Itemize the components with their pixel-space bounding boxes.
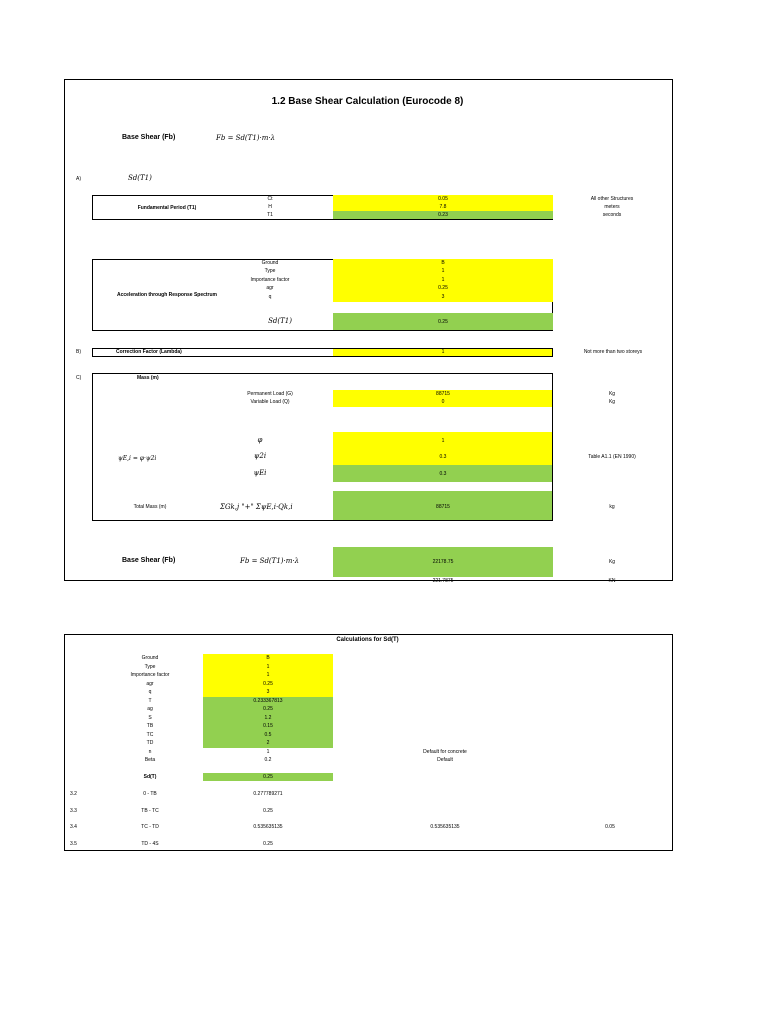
variable-label: Variable Load (Q) xyxy=(250,399,290,405)
sd-param-name: Importance factor xyxy=(130,672,170,678)
psi2-note: Table A1.1 (EN 1990) xyxy=(588,454,636,460)
sd-param-name: Ground xyxy=(141,655,159,661)
sd-param-name: Beta xyxy=(144,757,156,763)
t1-note: seconds xyxy=(602,212,622,218)
sd-param-value: 0.2 xyxy=(264,757,272,763)
clause-number: 3.3 xyxy=(70,808,77,814)
sheet-title: 1.2 Base Shear Calculation (Eurocode 8) xyxy=(271,96,464,107)
sd-param-value: 1 xyxy=(266,672,270,678)
fundamental-period-label: Fundamental Period (T1) xyxy=(137,205,197,211)
sd-param-name: S xyxy=(148,714,152,721)
sd-param-name: T xyxy=(148,697,152,704)
clause-range: 0 - TB xyxy=(143,791,157,797)
sd-param-value: 0.15 xyxy=(263,723,273,729)
psi2-value: 0.3 xyxy=(439,454,447,460)
sd-param-name: n xyxy=(148,748,152,755)
ground-name: Ground xyxy=(261,260,279,266)
sd-t1-value: 0.25 xyxy=(438,319,448,325)
sd-calc-title: Calculations for Sd(T) xyxy=(336,637,399,643)
result-formula: Fb = Sd(T1)·m·λ xyxy=(240,557,300,565)
permanent-value: 88715 xyxy=(436,391,450,397)
h-name: H xyxy=(268,204,272,210)
base-shear-formula: Fb = Sd(T1)·m·λ xyxy=(216,134,276,142)
sd-param-name: TC xyxy=(146,731,154,738)
part-b-label: B) xyxy=(76,349,81,355)
total-mass-unit: kg xyxy=(609,504,615,510)
psi-formula: ψE,i = φ·ψ2i xyxy=(118,455,157,462)
variable-value: 0 xyxy=(441,399,445,405)
q-name: q xyxy=(268,294,272,300)
clause-range: TB - TC xyxy=(141,808,159,814)
sd-param-name: TB xyxy=(146,723,154,729)
permanent-unit: Kg xyxy=(608,391,616,397)
h-value: 7.8 xyxy=(439,204,447,210)
ct-value: 0.05 xyxy=(438,196,448,202)
sd-symbol: Sd(T1) xyxy=(128,174,152,182)
sd-param-value: 2 xyxy=(266,740,270,746)
sd-param-value: 0.25 xyxy=(263,680,273,687)
clause-value: 0.277789271 xyxy=(253,791,283,797)
sd-param-value: 0.5 xyxy=(264,731,272,738)
correction-note: Not more than two storeys xyxy=(583,349,643,355)
clause-number: 3.4 xyxy=(70,824,77,830)
sd-param-value: B xyxy=(266,655,270,661)
phi-symbol: φ xyxy=(257,436,263,444)
mass-label: Mass (m) xyxy=(137,375,159,381)
correction-value: 1 xyxy=(441,349,445,355)
total-mass-label: Total Mass (m) xyxy=(133,504,167,510)
sd-param-value: 1 xyxy=(266,748,270,755)
ground-value: B xyxy=(441,260,445,266)
clause-value: 0.25 xyxy=(263,841,273,847)
sd-param-note: Default xyxy=(437,757,453,763)
clause-extra: 0.535635135 xyxy=(430,824,460,830)
result-label: Base Shear (Fb) xyxy=(122,557,176,564)
psi2-symbol: ψ2i xyxy=(253,452,267,460)
result-unit-kn: KN xyxy=(608,578,616,584)
total-mass-formula: ΣGk,j "+" ΣψE,i·Qk,i xyxy=(220,503,293,511)
t1-name: T1 xyxy=(267,212,273,218)
variable-unit: Kg xyxy=(608,399,616,405)
fundamental-divider xyxy=(92,219,333,220)
sd-result-value: 0.25 xyxy=(263,774,273,780)
importance-value: 1 xyxy=(441,277,445,283)
clause-number: 3.5 xyxy=(70,841,77,847)
clause-range: TC - TD xyxy=(141,824,159,830)
acceleration-label: Acceleration through Response Spectrum xyxy=(116,292,218,298)
sd-param-value: 1 xyxy=(266,663,270,670)
part-a-label: A) xyxy=(76,176,81,182)
psie-value: 0.3 xyxy=(439,471,447,477)
clause-number: 3.2 xyxy=(70,791,77,797)
type-name: Type xyxy=(264,268,276,274)
psie-symbol: ψEi xyxy=(253,469,267,477)
sd-param-name: TD xyxy=(146,740,154,746)
correction-label: Correction Factor (Lambda) xyxy=(116,349,182,355)
clause-extra2: 0.05 xyxy=(605,824,615,830)
sd-param-name: agr xyxy=(146,680,154,687)
ct-note: All other Structures xyxy=(590,196,634,202)
sd-param-note: Default for concrete xyxy=(423,748,467,755)
ct-name: Ct xyxy=(267,196,273,202)
clause-value: 0.25 xyxy=(263,808,273,814)
type-value: 1 xyxy=(441,268,445,274)
sd-param-value: 0.233367813 xyxy=(253,697,283,704)
part-c-label: C) xyxy=(76,375,82,381)
base-shear-label: Base Shear (Fb) xyxy=(122,134,176,141)
phi-value: 1 xyxy=(441,438,445,444)
sd-param-name: q xyxy=(148,689,152,695)
importance-name: Importance factor xyxy=(250,277,290,283)
t1-value: 0.23 xyxy=(438,212,448,218)
clause-range: TD - 4S xyxy=(141,841,159,847)
clause-value: 0.535635135 xyxy=(253,824,283,830)
total-mass-value: 88715 xyxy=(436,504,450,510)
sd-param-value: 0.25 xyxy=(263,706,273,712)
permanent-label: Permanent Load (G) xyxy=(247,391,293,397)
result-value: 22178.75 xyxy=(432,559,454,565)
sd-result-label: Sd(T) xyxy=(143,774,157,780)
h-note: meters xyxy=(604,204,620,210)
result-unit: Kg xyxy=(608,559,616,565)
q-value: 3 xyxy=(441,294,445,300)
sd-t1-symbol: Sd(T1) xyxy=(268,317,292,325)
agr-value: 0.25 xyxy=(438,285,448,291)
sd-param-value: 1.2 xyxy=(264,714,272,721)
result-value-kn: 221.7875 xyxy=(432,578,454,584)
sd-param-value: 3 xyxy=(266,689,270,695)
agr-name: agr xyxy=(266,285,274,291)
sd-param-name: Type xyxy=(144,663,156,670)
sd-param-name: ag xyxy=(147,706,153,712)
